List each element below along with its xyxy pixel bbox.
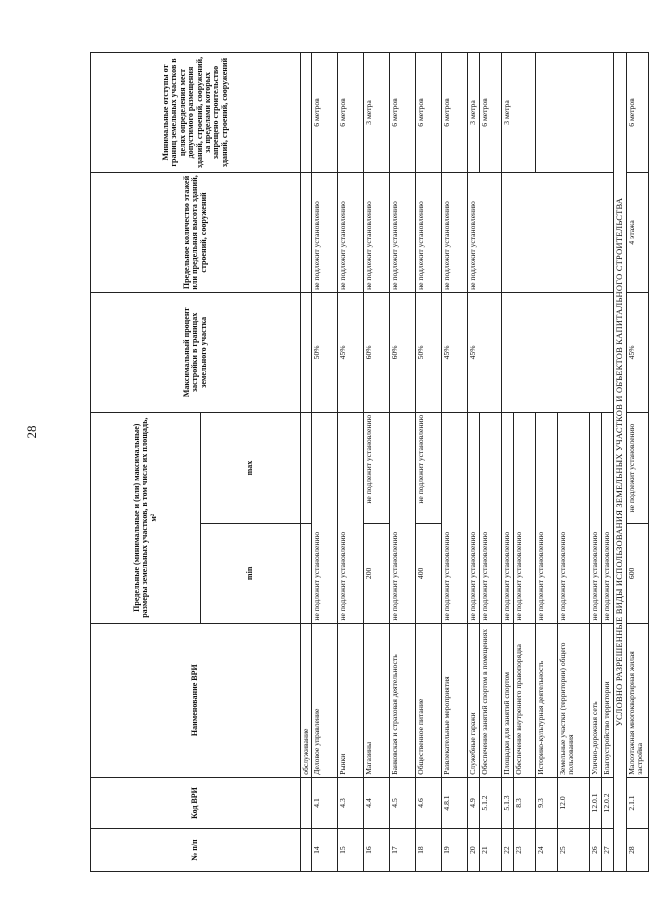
cell-name: Рынки	[338, 623, 364, 777]
table-row	[416, 53, 442, 872]
cell-size: не подлежит установлению	[590, 412, 602, 623]
cell-setback: 3 метра	[364, 53, 390, 173]
cell-floors: не подлежит установлению	[312, 173, 338, 293]
cell-code: 12.0.2	[602, 777, 614, 828]
header-row	[91, 53, 201, 872]
cell-name: Общественное питание	[416, 623, 442, 777]
cell-max: не подлежит установлению	[627, 412, 649, 523]
cell-code: 5.1.2	[480, 777, 502, 828]
cell-floors: не подлежит установлению	[442, 173, 468, 293]
cell-size: не подлежит установлению	[312, 412, 338, 623]
table-row	[468, 53, 480, 872]
cell-code: 8.3	[514, 777, 536, 828]
header-min: min	[201, 524, 301, 623]
cell-size: не подлежит установлению	[390, 412, 416, 623]
cell-code: 4.6	[416, 777, 442, 828]
cell-setback: 3 метра	[468, 53, 480, 173]
cell-setback: 6 метров	[390, 53, 416, 173]
table-row	[390, 53, 416, 872]
cell-density: 60%	[390, 292, 416, 412]
cell-setback: 6 метров	[416, 53, 442, 173]
cell-floors: не подлежит установлению	[468, 173, 502, 293]
cell-name: Служебные гаражи	[468, 623, 480, 777]
cell-setback: 6 метров	[480, 53, 502, 173]
cell-num: 21	[480, 829, 502, 872]
table-row	[442, 53, 468, 872]
cell-floors: не подлежит установлению	[416, 173, 442, 293]
table-row	[502, 53, 514, 872]
table-row	[338, 53, 364, 872]
cell-num: 26	[590, 829, 602, 872]
cell-name: Малоэтажная многоквартирная жилая застройка	[627, 623, 649, 777]
cell-size: не подлежит установлению	[514, 412, 536, 623]
cell-density: 45%	[468, 292, 502, 412]
cell-num: 15	[338, 829, 364, 872]
cell-setback: 6 метров	[312, 53, 338, 173]
header-name: Наименование ВРИ	[91, 623, 301, 777]
cell-density: 45%	[442, 292, 468, 412]
cell-num: 24	[536, 829, 558, 872]
cell-num: 27	[602, 829, 614, 872]
cell-code: 4.4	[364, 777, 390, 828]
cell-density: 45%	[627, 292, 649, 412]
cell-num: 17	[390, 829, 416, 872]
section-row	[614, 53, 627, 872]
cell-min: 400	[416, 524, 442, 623]
cell-size: не подлежит установлению	[468, 412, 480, 623]
table-row-continuation	[301, 53, 312, 872]
cell-num: 16	[364, 829, 390, 872]
cell-min: 200	[364, 524, 390, 623]
table-row	[627, 53, 649, 872]
cell-num: 23	[514, 829, 536, 872]
cell-code: 4.3	[338, 777, 364, 828]
cell-size: не подлежит установлению	[480, 412, 502, 623]
cell-density: 45%	[338, 292, 364, 412]
cell-setback: 3 метра	[502, 53, 536, 173]
cell-name: Банковская и страховая деятельность	[390, 623, 416, 777]
cell-floors: не подлежит установлению	[390, 173, 416, 293]
cell-code: 9.3	[536, 777, 558, 828]
cell-size: не подлежит установлению	[502, 412, 514, 623]
cell-num: 25	[558, 829, 590, 872]
cell-num: 20	[468, 829, 480, 872]
page-number: 28	[24, 425, 39, 439]
cell-name: Деловое управление	[312, 623, 338, 777]
cell-max: не подлежит установлению	[416, 412, 442, 523]
cell-floors: 4 этажа	[627, 173, 649, 293]
header-num: № п/п	[91, 829, 301, 872]
cell-setback: 6 метров	[627, 53, 649, 173]
cell-code: 4.9	[468, 777, 480, 828]
cell-code: 12.0	[558, 777, 590, 828]
cell-code: 4.8.1	[442, 777, 468, 828]
cell-num: 28	[627, 829, 649, 872]
cell-size: не подлежит установлению	[536, 412, 558, 623]
cell-max: не подлежит установлению	[364, 412, 390, 523]
cell-code: 4.5	[390, 777, 416, 828]
cell-name: Улично-дорожная сеть	[590, 623, 602, 777]
cell-size: не подлежит установлению	[338, 412, 364, 623]
header-floors: Предельное количество этажей или предельная высота зданий, строений, сооружений	[91, 173, 301, 293]
cell-num: 14	[312, 829, 338, 872]
cell-density: 50%	[416, 292, 442, 412]
cell-name: Обеспечение внутреннего правопорядка	[514, 623, 536, 777]
cell-num: 19	[442, 829, 468, 872]
cell-name: Развлекательные мероприятия	[442, 623, 468, 777]
cell-size: не подлежит установлению	[442, 412, 468, 623]
table-row	[364, 53, 390, 872]
cell-density: 50%	[312, 292, 338, 412]
cell-size: не подлежит установлению	[602, 412, 614, 623]
cell-name: обслуживание	[301, 623, 312, 777]
header-density: Максимальный процент застройки в границах земельного участка	[91, 292, 301, 412]
cell-density: 60%	[364, 292, 390, 412]
cell-floors: не подлежит установлению	[338, 173, 364, 293]
cell-name: Магазины	[364, 623, 390, 777]
zoning-parameters-table	[90, 52, 649, 872]
cell-name: Земельные участки (территории) общего пользования	[558, 623, 590, 777]
cell-num: 18	[416, 829, 442, 872]
cell-size: не подлежит установлению	[558, 412, 590, 623]
header-setback: Минимальные отступы от границ земельных участков в целях определения мест допустимого размещения зданий, строений, сооружений, за пределами которых запрещено строительство зданий, строений, сооружений	[91, 53, 301, 173]
header-size: Предельные (минимальные и (или) максимальные) размеры земельных участков, в том числе их площадь, м²	[91, 412, 201, 623]
table-row	[312, 53, 338, 872]
cell-code: 5.1.3	[502, 777, 514, 828]
cell-code: 4.1	[312, 777, 338, 828]
cell-code: 2.1.1	[627, 777, 649, 828]
cell-name: Историко-культурная деятельность	[536, 623, 558, 777]
header-code: Код ВРИ	[91, 777, 301, 828]
section-title: УСЛОВНО РАЗРЕШЕННЫЕ ВИДЫ ИСПОЛЬЗОВАНИЯ ЗЕМЕЛЬНЫХ УЧАСТКОВ И ОБЪЕКТОВ КАПИТАЛЬНОГО СТРОИТЕЛЬСТВА	[614, 53, 627, 872]
cell-name: Обеспечение занятий спортом в помещениях	[480, 623, 502, 777]
cell-min: 600	[627, 524, 649, 623]
cell-floors: не подлежит установлению	[364, 173, 390, 293]
cell-name: Благоустройство территории	[602, 623, 614, 777]
cell-name: Площадки для занятий спортом	[502, 623, 514, 777]
header-max: max	[201, 412, 301, 523]
rotated-table-sheet	[90, 52, 644, 872]
cell-setback: 6 метров	[442, 53, 468, 173]
cell-setback: 6 метров	[338, 53, 364, 173]
cell-num: 22	[502, 829, 514, 872]
cell-code: 12.0.1	[590, 777, 602, 828]
